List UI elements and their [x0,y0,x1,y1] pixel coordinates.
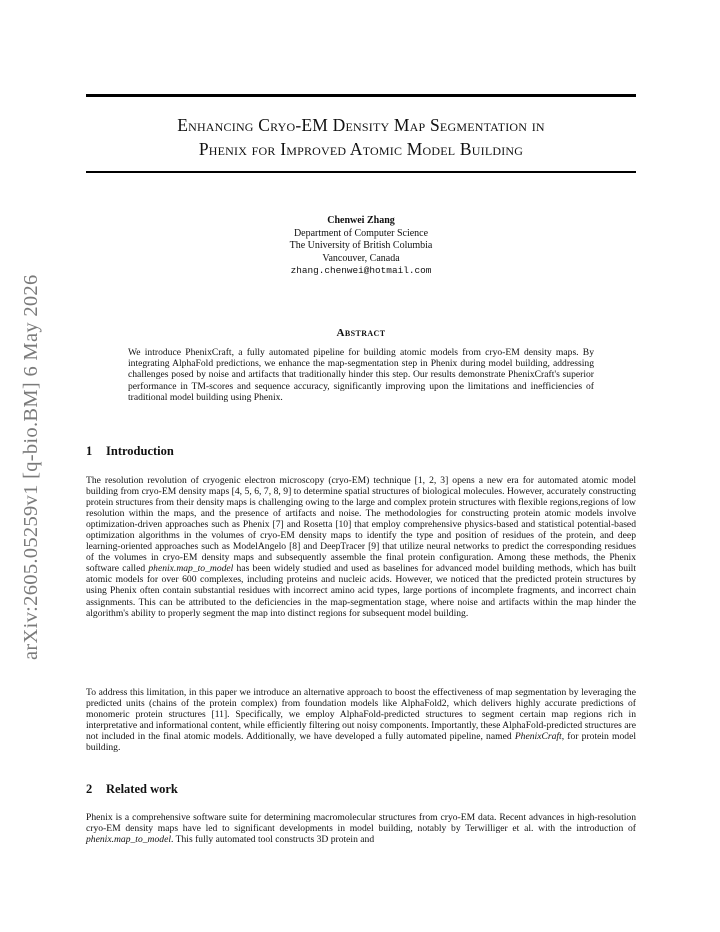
paragraph-text: The resolution revolution of cryogenic electron microscopy (cryo-EM) technique [1, 2, 3] opens a new era for automated atomic model building from cryo-EM density maps [4, 5, 6, 7, 8, 9] to determine spatial structures of biological molecules. However, accurately constructing protein structures from their density maps is challenging owing to the large and complex protein structures with flexible regions,regions of low resolution within the maps, and the presence of artifacts and noise. The methodologies for constructing protein atomic models involve optimization-driven approaches such as Phenix [7] and Rosetta [10] that employ comprehensive physics-based and statistical potential-based optimization algorithms in the volumes of cryo-EM density maps to identify the type and position of residues of the protein, and deep learning-oriented approaches such as ModelAngelo [8] and DeepTracer [9] that utilize neural networks to predict the corresponding residues of the volumes in cryo-EM density maps and subsequently assemble the final protein configuration. Among these methods, the Phenix software called [86,475,636,575]
section-title: Related work [106,782,178,796]
author-email: zhang.chenwei@hotmail.com [290,265,432,277]
abstract-text: We introduce PhenixCraft, a fully automated pipeline for building atomic models from cryo-EM density maps. By integrating AlphaFold predictions, we enhance the map-segmentation step in Phenix during model building, addressing challenges posed by noise and artifacts that traditionally hinder this step. Our results demonstrate PhenixCraft's superior performance in TM-scores and sequence accuracy, significantly improving upon the limitations and inefficiencies of traditional model building using Phenix. [128,347,594,403]
title-top-rule [86,94,636,97]
author-name: Chenwei Zhang [327,215,395,226]
author-university: The University of British Columbia [289,240,433,252]
intro-paragraph-2 [86,687,636,753]
title-bottom-rule [86,171,636,173]
intro-paragraph-1 [86,475,636,619]
paragraph-text: . This fully automated tool constructs 3D protein and [171,834,375,846]
paragraph-text: To address this limitation, in this paper we introduce an alternative approach to boost the effectiveness of map segmentation by leveraging the predicted units (chains of the protein complex) from foundation models like AlphaFold2, which delivers highly accurate predictions of monomeric protein structures [11]. Specifically, we employ AlphaFold-predicted structures to segment certain map regions rich in interpretative and informational content, while efficiently filtering out noisy components. Importantly, these AlphaFold-predicted structures are not included in the final atomic models. Additionally, we have developed a fully automated pipeline, named [86,687,636,743]
title-line-1: Enhancing Cryo-EM Density Map Segmentation in [177,115,545,135]
paragraph-emphasis: phenix.map_to_model [86,834,171,846]
section-title: Introduction [106,444,174,458]
title-line-2: Phenix for Improved Atomic Model Building [198,139,524,159]
abstract-heading: Abstract [336,327,386,339]
related-work-paragraph-1 [86,812,636,845]
paper-title [86,113,636,161]
section-number: 2 [86,782,93,796]
author-block [86,215,636,278]
section-heading-introduction [86,444,174,459]
paragraph-text: has been widely studied and used as baselines for advanced model building methods, which has built atomic models for over 600 complexes, including proteins and nucleic acids. However, we noticed that the predicted protein structures by using Phenix often contain substantial residues with incorrect amino acid types, large portions of incomplete fragments, and incorrect chain assignments. This can be attributed to the deficiencies in the map-segmentation stage, where noise and artifacts within the map hinder the algorithm's ability to properly segment the map into distinct regions for subsequent model building. [86,563,636,619]
section-heading-related-work [86,782,178,797]
author-location: Vancouver, Canada [322,252,400,264]
paragraph-emphasis: phenix.map_to_model [148,563,234,575]
section-number: 1 [86,444,93,458]
paragraph-text: Phenix is a comprehensive software suite for determining macromolecular structures from cryo-EM data. Recent advances in high-resolution cryo-EM density maps have led to significant developments in model building, notably by Terwilliger et al. with the introduction of [86,812,636,835]
arxiv-identifier-stamp: arXiv:2605.05259v1 [q-bio.BM] 6 May 2026 [20,274,42,660]
paragraph-emphasis: PhenixCraft [514,731,562,743]
paragraph-text: , for protein model building. [86,731,636,754]
author-department: Department of Computer Science [293,227,429,239]
